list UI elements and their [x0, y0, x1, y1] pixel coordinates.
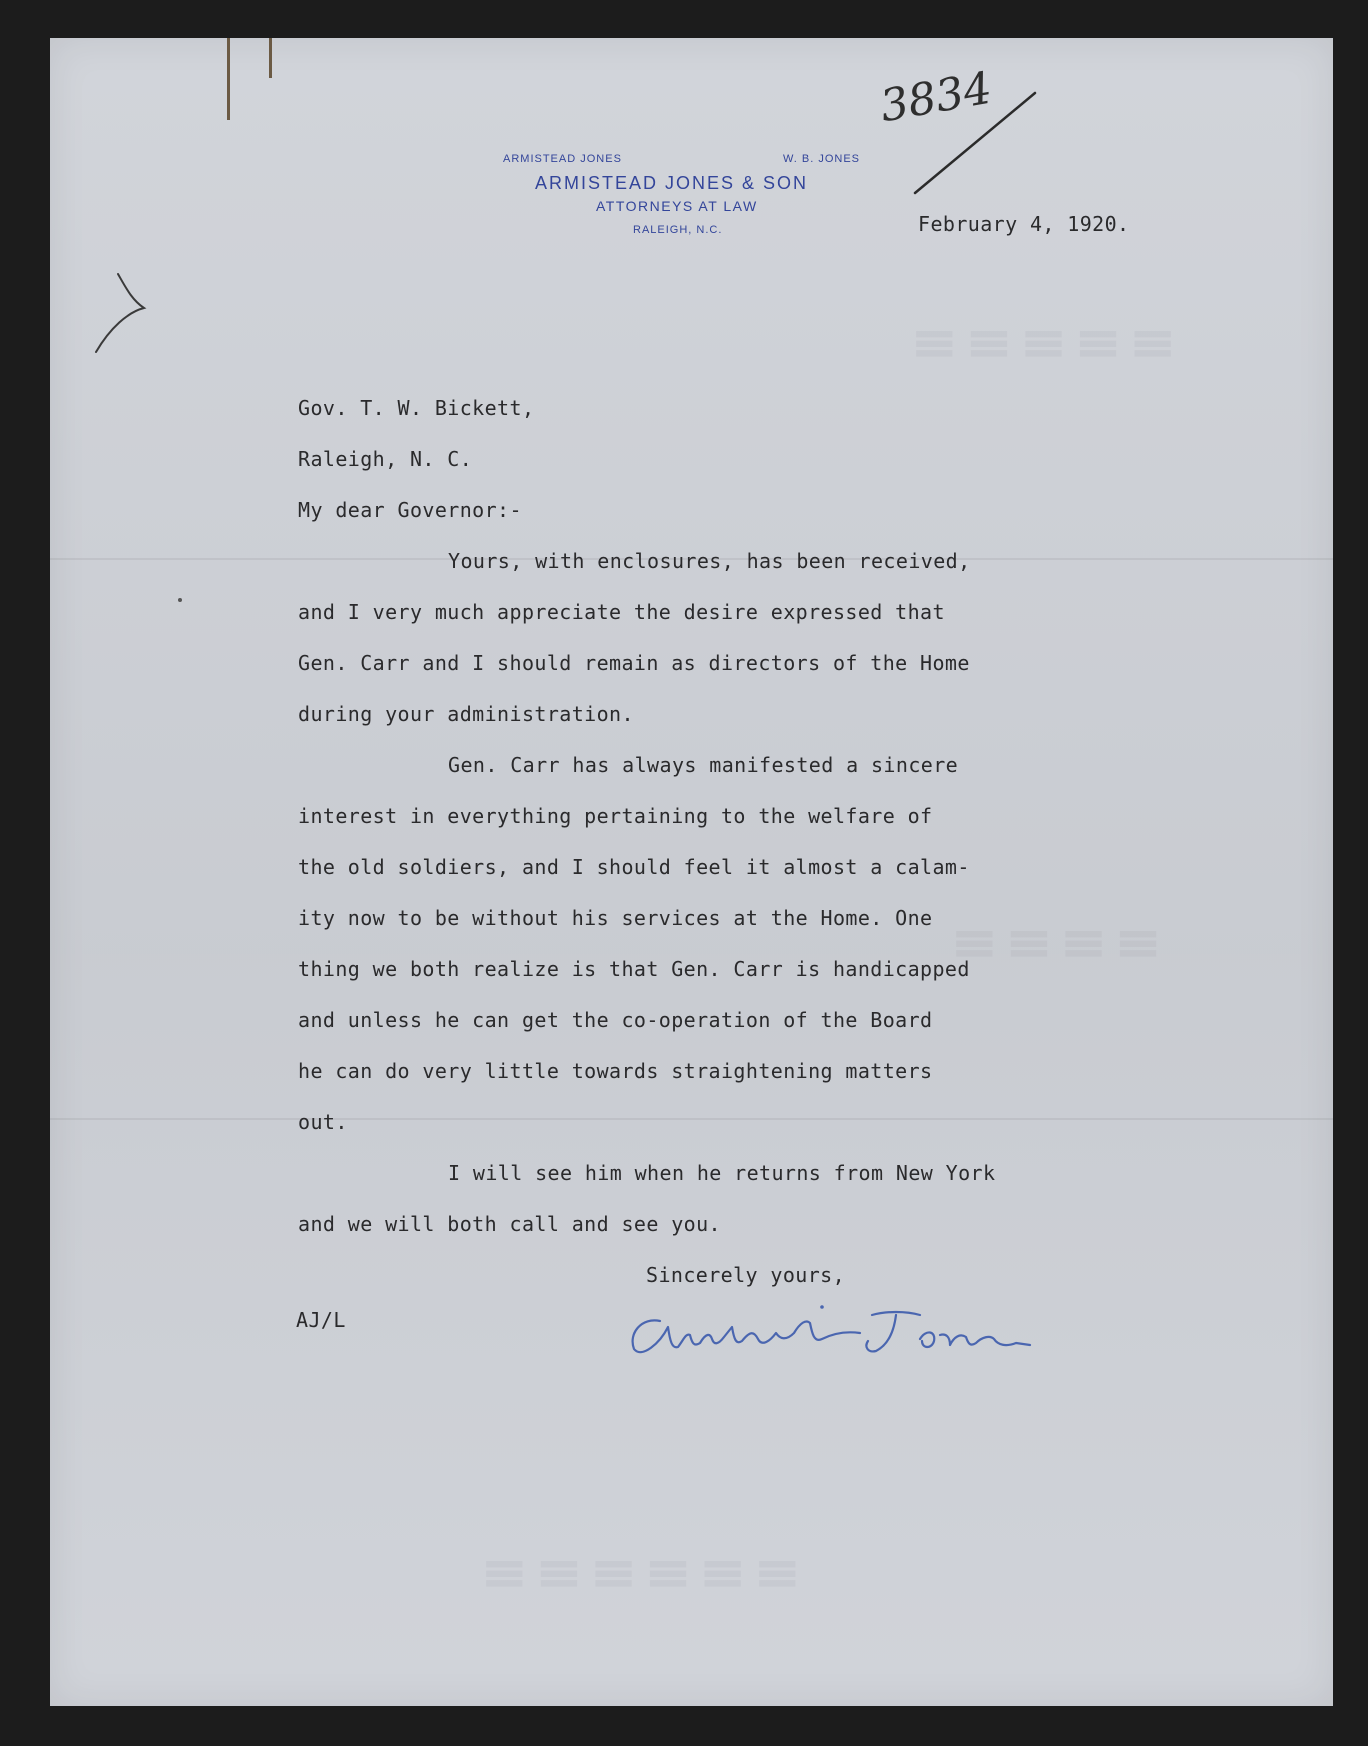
body-line: and unless he can get the co-operation of the Board [298, 1008, 933, 1032]
recipient-name: Gov. T. W. Bickett, [298, 396, 535, 420]
closing: Sincerely yours, [646, 1263, 846, 1287]
body-line: and we will both call and see you. [298, 1212, 721, 1236]
body-line: he can do very little towards straightening matters [298, 1059, 933, 1083]
recipient-city: Raleigh, N. C. [298, 447, 473, 471]
fold-line [50, 1118, 1333, 1120]
body-line: out. [298, 1110, 348, 1134]
signature-image [620, 1293, 1040, 1373]
body-line: Gen. Carr and I should remain as directors of the Home [298, 651, 970, 675]
letterhead-city: RALEIGH, N.C. [633, 224, 723, 236]
letterhead-profession: ATTORNEYS AT LAW [596, 198, 758, 214]
bleed-through-marks: ≡≡≡≡ [950, 908, 1169, 976]
bleed-through-marks: ≡≡≡≡≡ [910, 308, 1183, 376]
body-line: and I very much appreciate the desire expressed that [298, 600, 945, 624]
typist-initials: AJ/L [296, 1308, 346, 1332]
pencil-margin-mark [88, 268, 158, 358]
body-line: interest in everything pertaining to the welfare of [298, 804, 933, 828]
stray-mark [178, 598, 182, 602]
body-line: Gen. Carr has always manifested a sincere [448, 753, 959, 777]
salutation: My dear Governor:- [298, 498, 522, 522]
body-line: the old soldiers, and I should feel it almost a calam- [298, 855, 970, 879]
letterhead-firm-name: ARMISTEAD JONES & SON [535, 173, 809, 193]
pencil-slash-mark [910, 88, 1040, 198]
bleed-through-marks: ≡≡≡≡≡≡ [480, 1538, 808, 1606]
letter-page [50, 38, 1333, 1706]
body-line: I will see him when he returns from New York [448, 1161, 996, 1185]
letterhead-right-name: W. B. JONES [783, 153, 861, 165]
body-line: Yours, with enclosures, has been received, [448, 549, 971, 573]
letterhead-left-name: ARMISTEAD JONES [503, 153, 622, 165]
body-line: thing we both realize is that Gen. Carr is handicapped [298, 957, 970, 981]
body-line: during your administration. [298, 702, 634, 726]
staple-mark [269, 38, 272, 78]
body-line: ity now to be without his services at the Home. One [298, 906, 933, 930]
file-number: 3834 [876, 62, 996, 133]
staple-mark [227, 38, 230, 120]
letter-date: February 4, 1920. [918, 212, 1130, 236]
